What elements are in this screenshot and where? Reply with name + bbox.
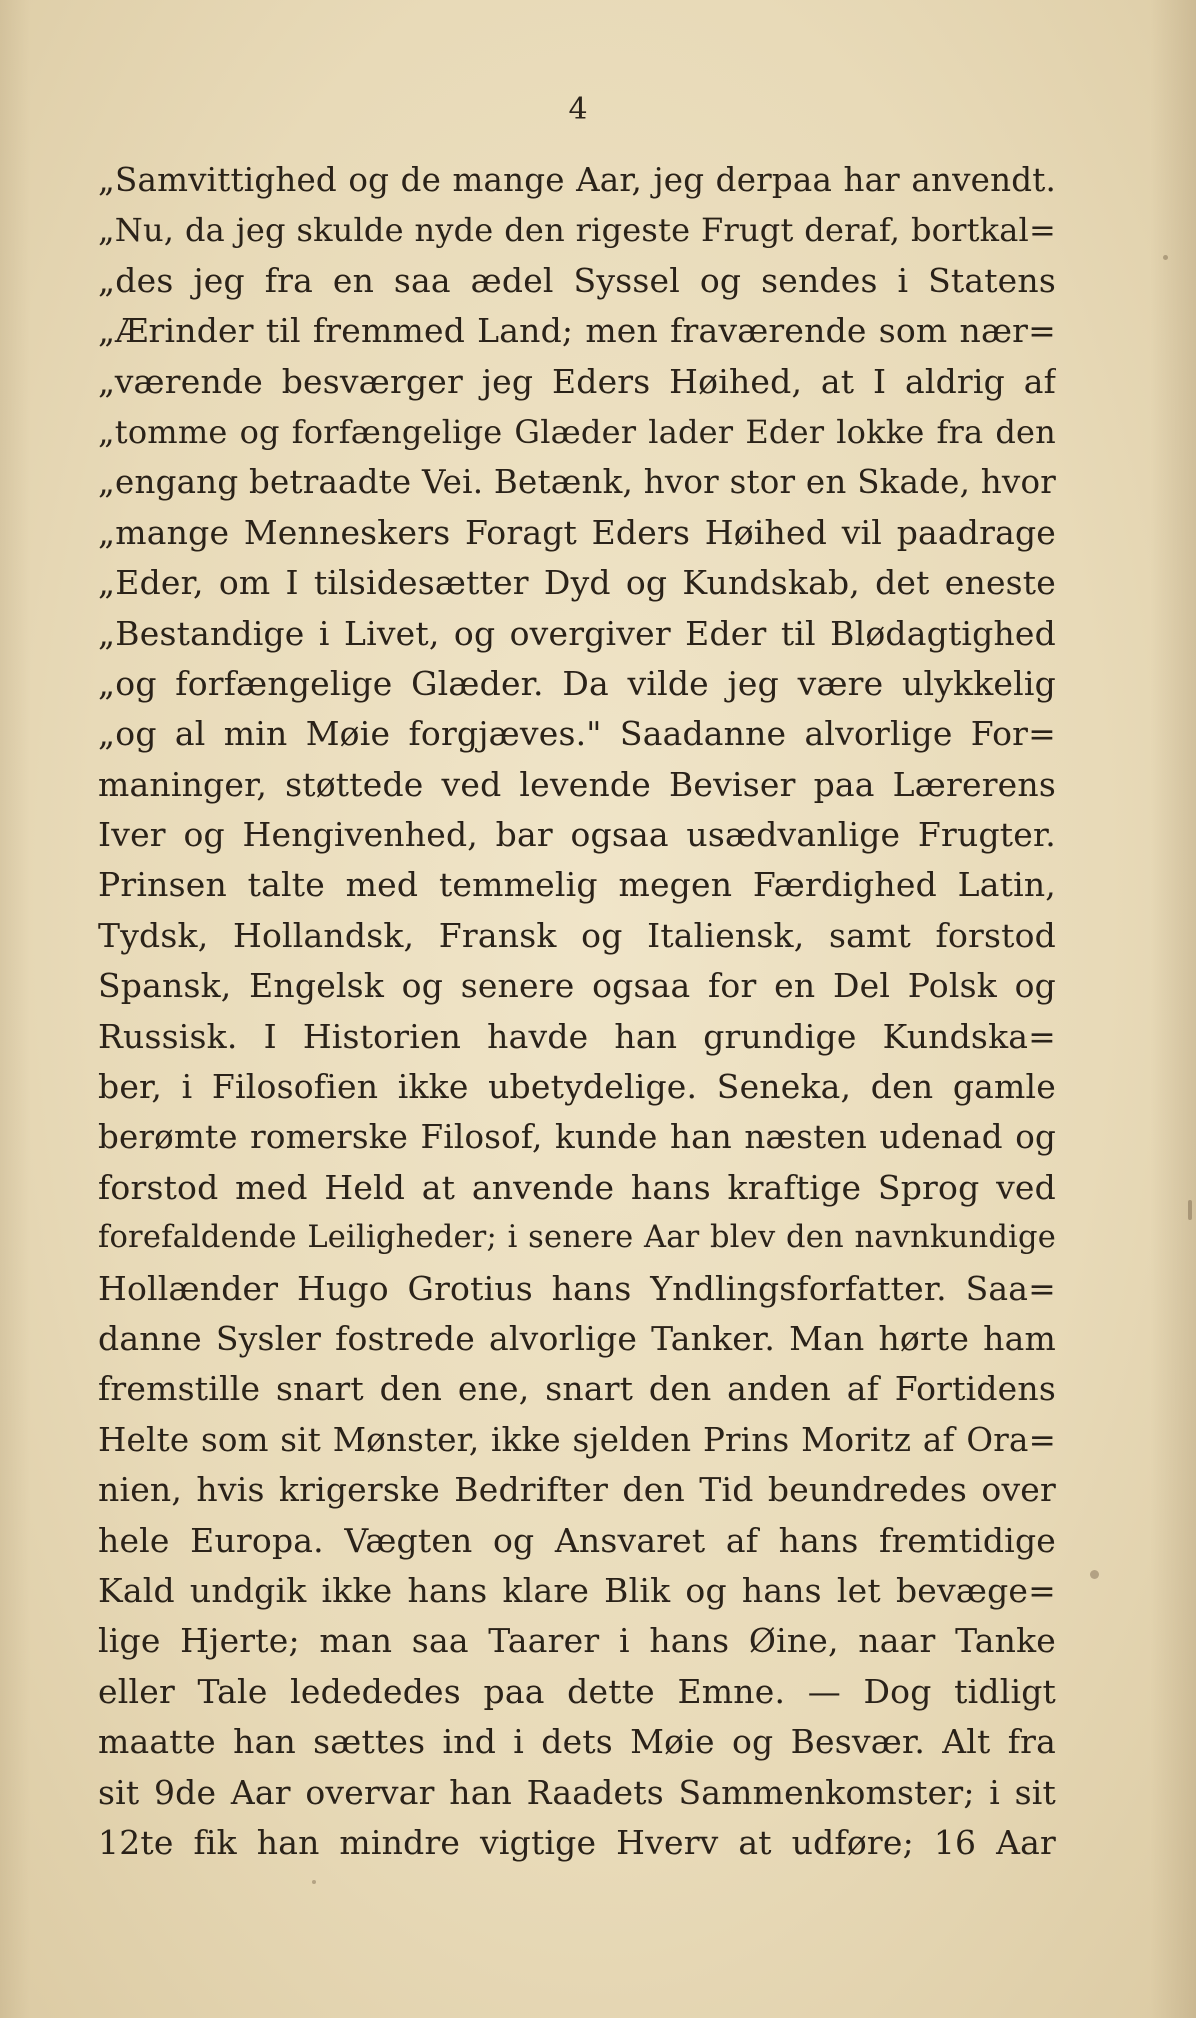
- paper-speck: [1090, 1570, 1099, 1579]
- text-line: eller Tale ledededes paa dette Emne. — Dog tidligt: [98, 1671, 1056, 1711]
- text-line: forefaldende Leiligheder; i senere Aar blev den navnkundige: [98, 1220, 1056, 1256]
- text-line: danne Sysler fostrede alvorlige Tanker. Man hørte ham: [98, 1318, 1056, 1358]
- text-line: sit 9de Aar overvar han Raadets Sammenkomster; i sit: [98, 1772, 1056, 1812]
- text-line: Kald undgik ikke hans klare Blik og hans let bevæge=: [98, 1570, 1056, 1610]
- paper-speck: [312, 1880, 316, 1884]
- text-line: „tomme og forfængelige Glæder lader Eder lokke fra den: [98, 412, 1056, 451]
- text-line: lige Hjerte; man saa Taarer i hans Øine, naar Tanke: [98, 1621, 1056, 1661]
- text-line: maatte han sættes ind i dets Møie og Besvær. Alt fra: [98, 1722, 1056, 1762]
- text-line: ber, i Filosofien ikke ubetydelige. Seneka, den gamle: [98, 1067, 1056, 1107]
- text-line: Prinsen talte med temmelig megen Færdighed Latin,: [98, 865, 1056, 905]
- text-line: forstod med Held at anvende hans kraftige Sprog ved: [98, 1167, 1056, 1207]
- text-line: Iver og Hengivenhed, bar ogsaa usædvanlige Frugter.: [98, 815, 1056, 855]
- text-line: Spansk, Engelsk og senere ogsaa for en Del Polsk og: [98, 966, 1056, 1006]
- text-line: „værende besværger jeg Eders Høihed, at I aldrig af: [98, 361, 1056, 401]
- text-line: nien, hvis krigerske Bedrifter den Tid beundredes over: [98, 1470, 1056, 1510]
- text-line: „Samvittighed og de mange Aar, jeg derpaa har anvendt.: [98, 161, 1056, 199]
- text-line: „engang betraadte Vei. Betænk, hvor stor en Skade, hvor: [98, 463, 1056, 502]
- text-line: „og forfængelige Glæder. Da vilde jeg være ulykkelig: [98, 663, 1056, 703]
- text-line: fremstille snart den ene, snart den anden af Fortidens: [98, 1369, 1056, 1409]
- text-line: „des jeg fra en saa ædel Syssel og sendes i Statens: [98, 260, 1056, 300]
- text-line: „Bestandige i Livet, og overgiver Eder til Blødagtighed: [98, 613, 1056, 653]
- paper-speck: [1188, 1200, 1192, 1220]
- page-number: 4: [568, 92, 588, 127]
- text-line: maninger, støttede ved levende Beviser paa Lærerens: [98, 764, 1056, 804]
- text-line: „mange Menneskers Foragt Eders Høihed vil paadrage: [98, 512, 1056, 552]
- text-line: 12te fik han mindre vigtige Hverv at udføre; 16 Aar: [98, 1822, 1056, 1862]
- body-text: [98, 155, 1056, 1868]
- paper-speck: [1163, 255, 1168, 260]
- text-line: Helte som sit Mønster, ikke sjelden Prins Moritz af Ora=: [98, 1420, 1056, 1459]
- text-line: Tydsk, Hollandsk, Fransk og Italiensk, samt forstod: [98, 915, 1056, 955]
- page-left-shadow: [0, 0, 30, 2018]
- text-line: „Nu, da jeg skulde nyde den rigeste Frugt deraf, bortkal=: [98, 211, 1056, 250]
- text-line: hele Europa. Vægten og Ansvaret af hans fremtidige: [98, 1520, 1056, 1560]
- text-line: „Eder, om I tilsidesætter Dyd og Kundskab, det eneste: [98, 563, 1056, 603]
- page-right-shadow: [1150, 0, 1196, 2018]
- text-line: Russisk. I Historien havde han grundige Kundska=: [98, 1016, 1056, 1056]
- text-line: „Ærinder til fremmed Land; men fraværende som nær=: [98, 311, 1056, 351]
- text-line: „og al min Møie forgjæves." Saadanne alvorlige For=: [98, 714, 1056, 754]
- text-line: Hollænder Hugo Grotius hans Yndlingsforfatter. Saa=: [98, 1268, 1056, 1308]
- text-line: berømte romerske Filosof, kunde han næsten udenad og: [98, 1118, 1056, 1157]
